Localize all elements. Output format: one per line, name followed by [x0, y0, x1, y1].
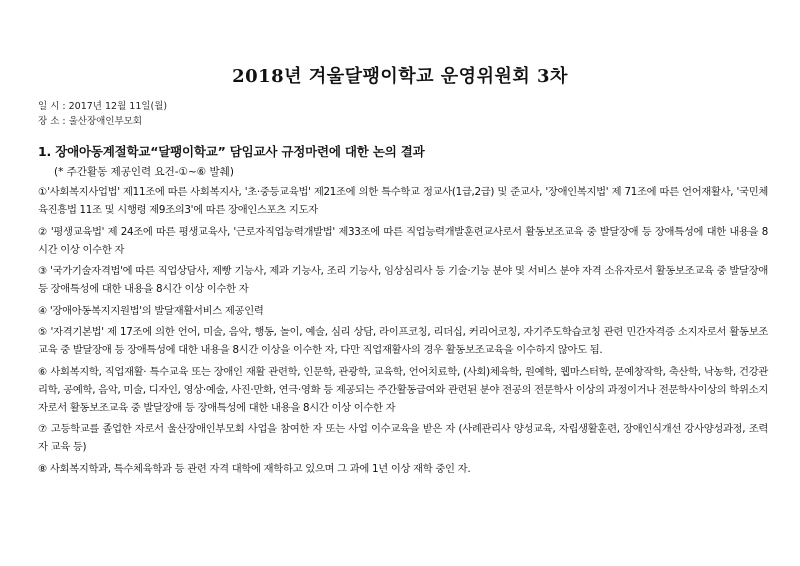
section-note: (* 주간활동 제공인력 요건-①~⑥ 발췌) — [54, 166, 234, 178]
list-item: ⑥ 사회복지학, 직업재활· 특수교육 또는 장애인 재활 관련학, 인문학, 관광학, 교육학, 언어치료학, (사회)체육학, 원예학, 웹마스터학, 문예창작학, 축산학, 낙농학, 건강관리학, 공예학, 음악, 미술, 디자인, 영상·예술, 사진·만화, 연극·영화 등 제공되는 주간활동급여와 관련된 분야 전공의 전문학사 이상의 과정이거나 전문학사이상의 학위소지자로서 활동보조교육 중 발달장애 등 장애특성에 대한 내용을 8시간 이상 이수한 자 — [38, 365, 768, 414]
list-item: ⑦ 고등학교를 졸업한 자로서 울산장애인부모회 사업을 참여한 자 또는 사업 이수교육을 받은 자 (사례관리사 양성교육, 자립생활훈련, 장애인식개선 강사양성과정, 조력자 교육 등) — [38, 423, 768, 453]
list-item: ③ '국가기술자격법'에 따른 직업상담사, 제빵 기능사, 제과 기능사, 조리 기능사, 임상심리사 등 기술·기능 분야 및 서비스 분야 자격 소유자로서 활동보조교육 중 발달장애 등 장애특성에 대한 내용을 8시간 이상 이수한 자 — [38, 265, 768, 295]
list-item: ② '평생교육법' 제 24조에 따른 평생교육사, '근로자직업능력개발법' 제33조에 따른 직업능력개발훈련교사로서 활동보조교육 중 발달장애 등 장애특성에 대한 내용을 8시간 이상 이수한 자 — [38, 225, 768, 256]
list-item: ①'사회복지사업법' 제11조에 따른 사회복지사, '초·중등교육법' 제21조에 의한 특수학교 정교사(1급,2급) 및 준교사, '장애인복지법' 제 71조에 따른 언어재활사, '국민체육진흥법 11조 및 시행령 제9조의3'에 따른 장애인스포츠 지도자 — [38, 186, 768, 216]
list-item: ④ '장애아동복지지원법'의 발달재활서비스 제공인력 — [38, 304, 264, 317]
list-item: ⑧ 사회복지학과, 특수체육학과 등 관련 자격 대학에 재학하고 있으며 그 과에 1년 이상 재학 중인 자. — [38, 462, 471, 475]
section-heading: 1. 장애아동계절학교“달팽이학교” 담임교사 규정마련에 대한 논의 결과 — [38, 144, 425, 159]
requirement-list — [38, 183, 768, 481]
meeting-date: 일 시 : 2017년 12월 11일(월) — [38, 101, 168, 112]
document-title: 2018년 겨울달팽이학교 운영위원회 3차 — [232, 66, 568, 87]
list-item: ⑤ '자격기본법' 제 17조에 의한 언어, 미술, 음악, 행동, 놀이, 예술, 심리 상담, 라이프코칭, 리더십, 커리어코칭, 자기주도학습코칭 관련 민간자격증 소지자로서 활동보조교육 중 발달장애 등 장애특성에 대한 내용을 8시간 이상을 이수한 자, 다만 직업재활사의 경우 활동보조교육을 이수하지 않아도 됨. — [38, 326, 768, 356]
meeting-place: 장 소 : 울산장애인부모회 — [38, 116, 143, 127]
